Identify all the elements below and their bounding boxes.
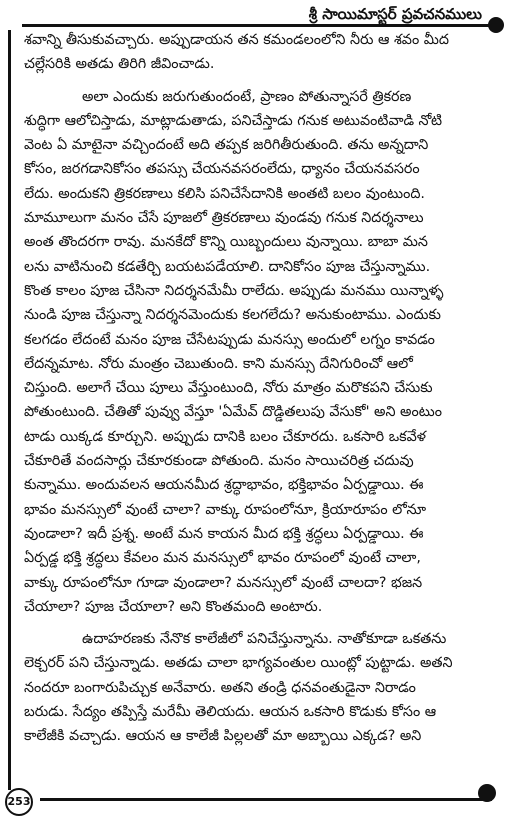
text-line: చేయాలా? పూజ చేయాలా? అని కొంతమంది అంటారు.: [24, 598, 323, 615]
page-header-title: శ్రీ సాయిమాస్టర్ ప్రవచనములు: [308, 5, 482, 23]
text-line: కాలేజీకి వచ్చాడు. ఆయన ఆ కాలేజీ పిల్లలతో మా అబ్బాయి ఎక్కడ? అని: [24, 728, 422, 745]
text-line: భావం మనస్సులో వుంటే చాలా? వాక్కు రూపంలోనూ, క్రియారూపం లోనూ: [24, 501, 427, 518]
text-line: చల్లేసరికి అతడు తిరిగి జీవించాడు.: [24, 56, 215, 73]
page-body: [24, 28, 500, 749]
text-line: కున్నాము. అందువలన ఆయనమీద శ్రద్ధాభావం, భక్తిభావం ఏర్పడ్డాయి. ఈ: [24, 477, 424, 494]
left-margin-rule: [8, 30, 11, 790]
paragraph-start-line: ఉదాహరణకు నేనొక కాలేజీలో పనిచేస్తున్నాను. నాతోకూడా ఒకతను: [82, 631, 447, 648]
text-line: నందరూ బంగారుపిచ్చుక అనేవారు. అతని తండ్రి ధనవంతుడైనా నిరాడం: [24, 679, 416, 696]
text-line: లేదన్నమాట. నోరు మంత్రం చెబుతుంది. కాని మనస్సు దేనిగురించో ఆలో: [24, 355, 413, 372]
text-line: చేకూరితే వందసార్లు చేకూరకుండా పోతుంది. మనం సాయిచరిత్ర చదువు: [24, 453, 414, 470]
text-line: నుండి పూజ చేస్తున్నా నిదర్శనమెందుకు కలగలేదు? అనుకుంటాము. ఎందుకు: [24, 307, 441, 324]
text-line: బరుడు. సేద్యం తప్పిస్తే మరేమీ తెలియదు. ఆయన ఒకసారి కొడుకు కోసం ఆ: [24, 704, 437, 721]
footer-bullet-dot: [478, 784, 496, 802]
text-line: కొంత కాలం పూజ చేసినా నిదర్శనమేమీ రాలేదు. అప్పుడు మనము యిన్నాళ్ళ: [24, 282, 444, 299]
text-line: లను వాటినుంచి కడతేర్చి బయటపడేయాలి. దానికోసం పూజ చేస్తున్నాము.: [24, 258, 431, 275]
text-line: కోసం, జరగడానికోసం తపస్సు చేయనవసరంలేదు, ధ్యానం చేయనవసరం: [24, 161, 420, 178]
text-line: వాక్కు రూపంలోనూ గూడా వుండాలా? మనస్సులో వుంటే చాలదా? భజన: [24, 574, 423, 591]
text-line: ఏర్పడ్డ భక్తి శ్రద్ధలు కేవలం మన మనస్సులో భావం రూపంలో వుంటే చాలా,: [24, 550, 421, 567]
text-line: లేదు. అందుకని త్రికరణాలు కలిసి పనిచేసేదానికి అంతటి బలం వుంటుంది.: [24, 185, 425, 202]
paragraph-start-line: అలా ఎందుకు జరుగుతుందంటే, ప్రాణం పోతున్నాసరే త్రికరణ: [82, 88, 412, 105]
text-line: చిస్తుంది. అలాగే చేయి పూలు వేస్తుంటుంది, నోరు మాత్రం మరొకపని చేసుకు: [24, 380, 433, 397]
text-line: శుద్ధిగా ఆలోచిస్తాడు, మాట్లాడుతాడు, పనిచేస్తాడు గనుక అటువంటివాడి నోటి: [24, 112, 442, 129]
text-line: కలగడం లేదంటే మనం పూజ చేసేటప్పుడు మనస్సు అందులో లగ్నం కావడం: [24, 331, 435, 348]
text-line: వెంట ఏ మాటైనా వచ్చిందంటే అది తప్పక జరిగితీరుతుంది. తను అన్నదాని: [24, 137, 429, 154]
text-line: లెక్చరర్ పని చేస్తున్నాడు. అతడు చాలా భాగ్యవంతుల యింట్లో పుట్టాడు. అతని: [24, 655, 453, 672]
text-line: మామూలుగా మనం చేసే పూజలో త్రికరణాలు వుండవు గనుక నిదర్శనాలు: [24, 210, 424, 227]
footer-rule: [40, 798, 492, 801]
header-rule: [22, 24, 494, 27]
text-line: వుండాలా? ఇదీ ప్రశ్న. అంటే మన కాయన మీద భక్తి శ్రద్ధలు ఏర్పడ్డాయి. ఈ: [24, 525, 424, 542]
page-number-badge: 253: [5, 788, 33, 816]
text-line: టాడు యిక్కడ కూర్చుని. అప్పుడు దానికి బలం చేకూరదు. ఒకసారి ఒకవేళ: [24, 428, 426, 445]
text-line: అంత తొందరగా రావు. మనకేదో కొన్ని యిబ్బందులు వున్నాయి. బాబా మన: [24, 234, 428, 251]
text-line: శవాన్ని తీసుకువచ్చారు. అప్పుడాయన తన కమండలంలోని నీరు ఆ శవం మీద: [24, 32, 449, 48]
text-line: పోతుంటుంది. చేతితో పువ్వు వేస్తూ 'ఏమేవ్ దొడ్డితలుపు వేసుకో' అని అంటుం: [24, 404, 442, 421]
